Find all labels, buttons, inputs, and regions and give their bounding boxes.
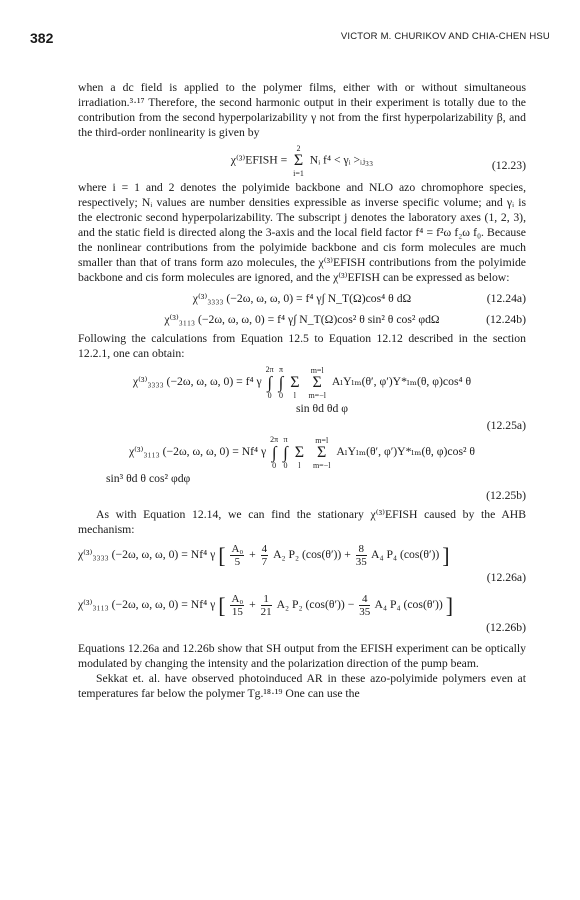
eq-12-25b-second-line: sin³ θd θ cos² φdφ [106,472,191,485]
summation-symbol: 2 Σ i=1 [293,144,304,178]
equation-number: (12.26a) [486,571,526,584]
equation-number: (12.23) [491,159,526,172]
eq-12-24b-body: χ⁽³⁾₃₁₁₃ (−2ω, ω, ω, 0) = f⁴ γ∫ N_T(Ω)cos² θ sin² θ cos² φdΩ [164,313,440,326]
summation-m: m=l Σ m=−l [312,435,331,470]
equation-number: (12.25a) [486,419,526,432]
sum-lower-limit: i=1 [293,169,304,178]
equation-12-25a [78,365,526,433]
equation-number: (12.24a) [486,292,526,305]
eq-12-25a-second-line: sin θd θd φ [295,402,349,415]
eq-12-25a-lhs: χ⁽³⁾₃₃₃₃ (−2ω, ω, ω, 0) = f⁴ γ [132,375,262,389]
eq-12-26b-lhs: χ⁽³⁾₃₁₁₃ (−2ω, ω, ω, 0) = Nf⁴ γ [78,598,216,612]
eq-12-26a-lhs: χ⁽³⁾₃₃₃₃ (−2ω, ω, ω, 0) = Nf⁴ γ [78,548,216,562]
paragraph-2: where i = 1 and 2 denotes the polyimide backbone and NLO azo chromophore species, respectively; Nᵢ values are number densities expressible as inverse specific volume; and γᵢ is the electronic second hyperpolarizability. The subscript j denotes the laboratory axes (1, 2, 3), and the static field is directed along the 3-axis and the local field factor f⁴ = f²ω f₂ω f₀. Because the nonlinear contributions from the polyimide backbone and cis form molecules are much smaller than that of trans form azo molecules, the χ⁽³⁾EFISH contributions from the polyimide backbone and cis form molecules are ignored, and the χ⁽³⁾EFISH can be expressed as below: [78,181,526,284]
paragraph-5: Equations 12.26a and 12.26b show that SH output from the EFISH experiment can be optically modulated by changing the intensity and the polarization direction of the pump beam. [78,642,526,670]
fraction: $\frac{1}{21}$ [260,593,272,618]
equation-number: (12.26b) [486,621,526,634]
paragraph-6: Sekkat et. al. have observed photoinduced AR in these azo-polyimide polymers even at temperatures far below the polymer Tg.¹⁸·¹⁹ One can use the [78,672,526,700]
term-a4: A₄ P₄ (cos(θ′)) [374,598,443,612]
term-a2: A₂ P₂ (cos(θ′)) [273,548,342,562]
eq-12-23-rhs: Nᵢ f⁴ < γᵢ >ᵢⱼ₃₃ [309,153,374,167]
integral-phi: 2π ∫ 0 [270,435,279,470]
integral-phi: 2π ∫ 0 [265,365,274,400]
fraction: $\frac{\text{A₀}}{15}$ [231,593,244,618]
summation-m: m=l Σ m=−l [308,365,326,400]
equation-12-25b [78,435,526,503]
eq-12-25b-lhs: χ⁽³⁾₃₁₁₃ (−2ω, ω, ω, 0) = Nf⁴ γ [128,445,267,459]
paragraph-3: Following the calculations from Equation 12.5 to Equation 12.12 described in the section 12.2.1, one can obtain: [78,332,526,360]
term-a2: A₂ P₂ (cos(θ′)) [276,598,345,612]
equation-number: (12.25b) [486,489,526,502]
equation-12-24a [78,291,526,306]
running-head: VICTOR M. CHURIKOV AND CHIA-CHEN HSU [340,31,550,42]
page-body [78,80,526,701]
equation-number: (12.24b) [486,313,526,326]
equation-12-26a: χ⁽³⁾₃₃₃₃ (−2ω, ω, ω, 0) = Nf⁴ γ [ $\frac{\text{A₀}}{5}$ + $\frac{4}{7}$ A₂ P₂ (cos(θ′)) + $\frac{8}{35}$ A₄ P₄ (cos(θ′)) ] (12.26a) [78,543,526,584]
equation-12-24b [78,312,526,327]
eq-12-23-lhs: χ⁽³⁾EFISH = [230,153,288,167]
integral-theta: π ∫ 0 [283,435,288,470]
eq-12-25b-integrand: AₗYₗₘ(θ′, φ′)Y*ₗₘ(θ, φ)cos² θ [336,445,476,459]
summation-l: Σ l [294,443,305,470]
paragraph-1: when a dc field is applied to the polymer films, either with or without simultaneous irradiation.³·¹⁷ Therefore, the second harmonic output in their experiment is totally due to the contribution from the second hyperpolarizability γ not from the first hyperpolarizability β, and the third-order nonlinearity is given by [78,81,526,139]
eq-12-24a-body: χ⁽³⁾₃₃₃₃ (−2ω, ω, ω, 0) = f⁴ γ∫ N_T(Ω)cos⁴ θ dΩ [192,292,412,305]
equation-12-26b: χ⁽³⁾₃₁₁₃ (−2ω, ω, ω, 0) = Nf⁴ γ [ $\frac{\text{A₀}}{15}$ + $\frac{1}{21}$ A₂ P₂ (cos(θ′)) − $\frac{4}{35}$ A₄ P₄ (cos(θ′)) ] (12.26b) [78,593,526,634]
fraction: $\frac{\text{A₀}}{5}$ [231,543,244,568]
integral-theta: π ∫ 0 [278,365,284,400]
fraction: $\frac{8}{35}$ [355,543,367,568]
term-a4: A₄ P₄ (cos(θ′)) [371,548,440,562]
paragraph-4: As with Equation 12.14, we can find the stationary χ⁽³⁾EFISH caused by the AHB mechanism: [78,508,526,536]
equation-12-23 [78,144,526,178]
summation-l: Σ l [290,373,300,400]
page-number: 382 [30,30,54,46]
eq-12-25a-integrand: AₗYₗₘ(θ′, φ′)Y*ₗₘ(θ, φ)cos⁴ θ [331,375,472,389]
fraction: $\frac{4}{7}$ [261,543,268,568]
sum-upper-limit: 2 [296,144,301,153]
fraction: $\frac{4}{35}$ [359,593,371,618]
